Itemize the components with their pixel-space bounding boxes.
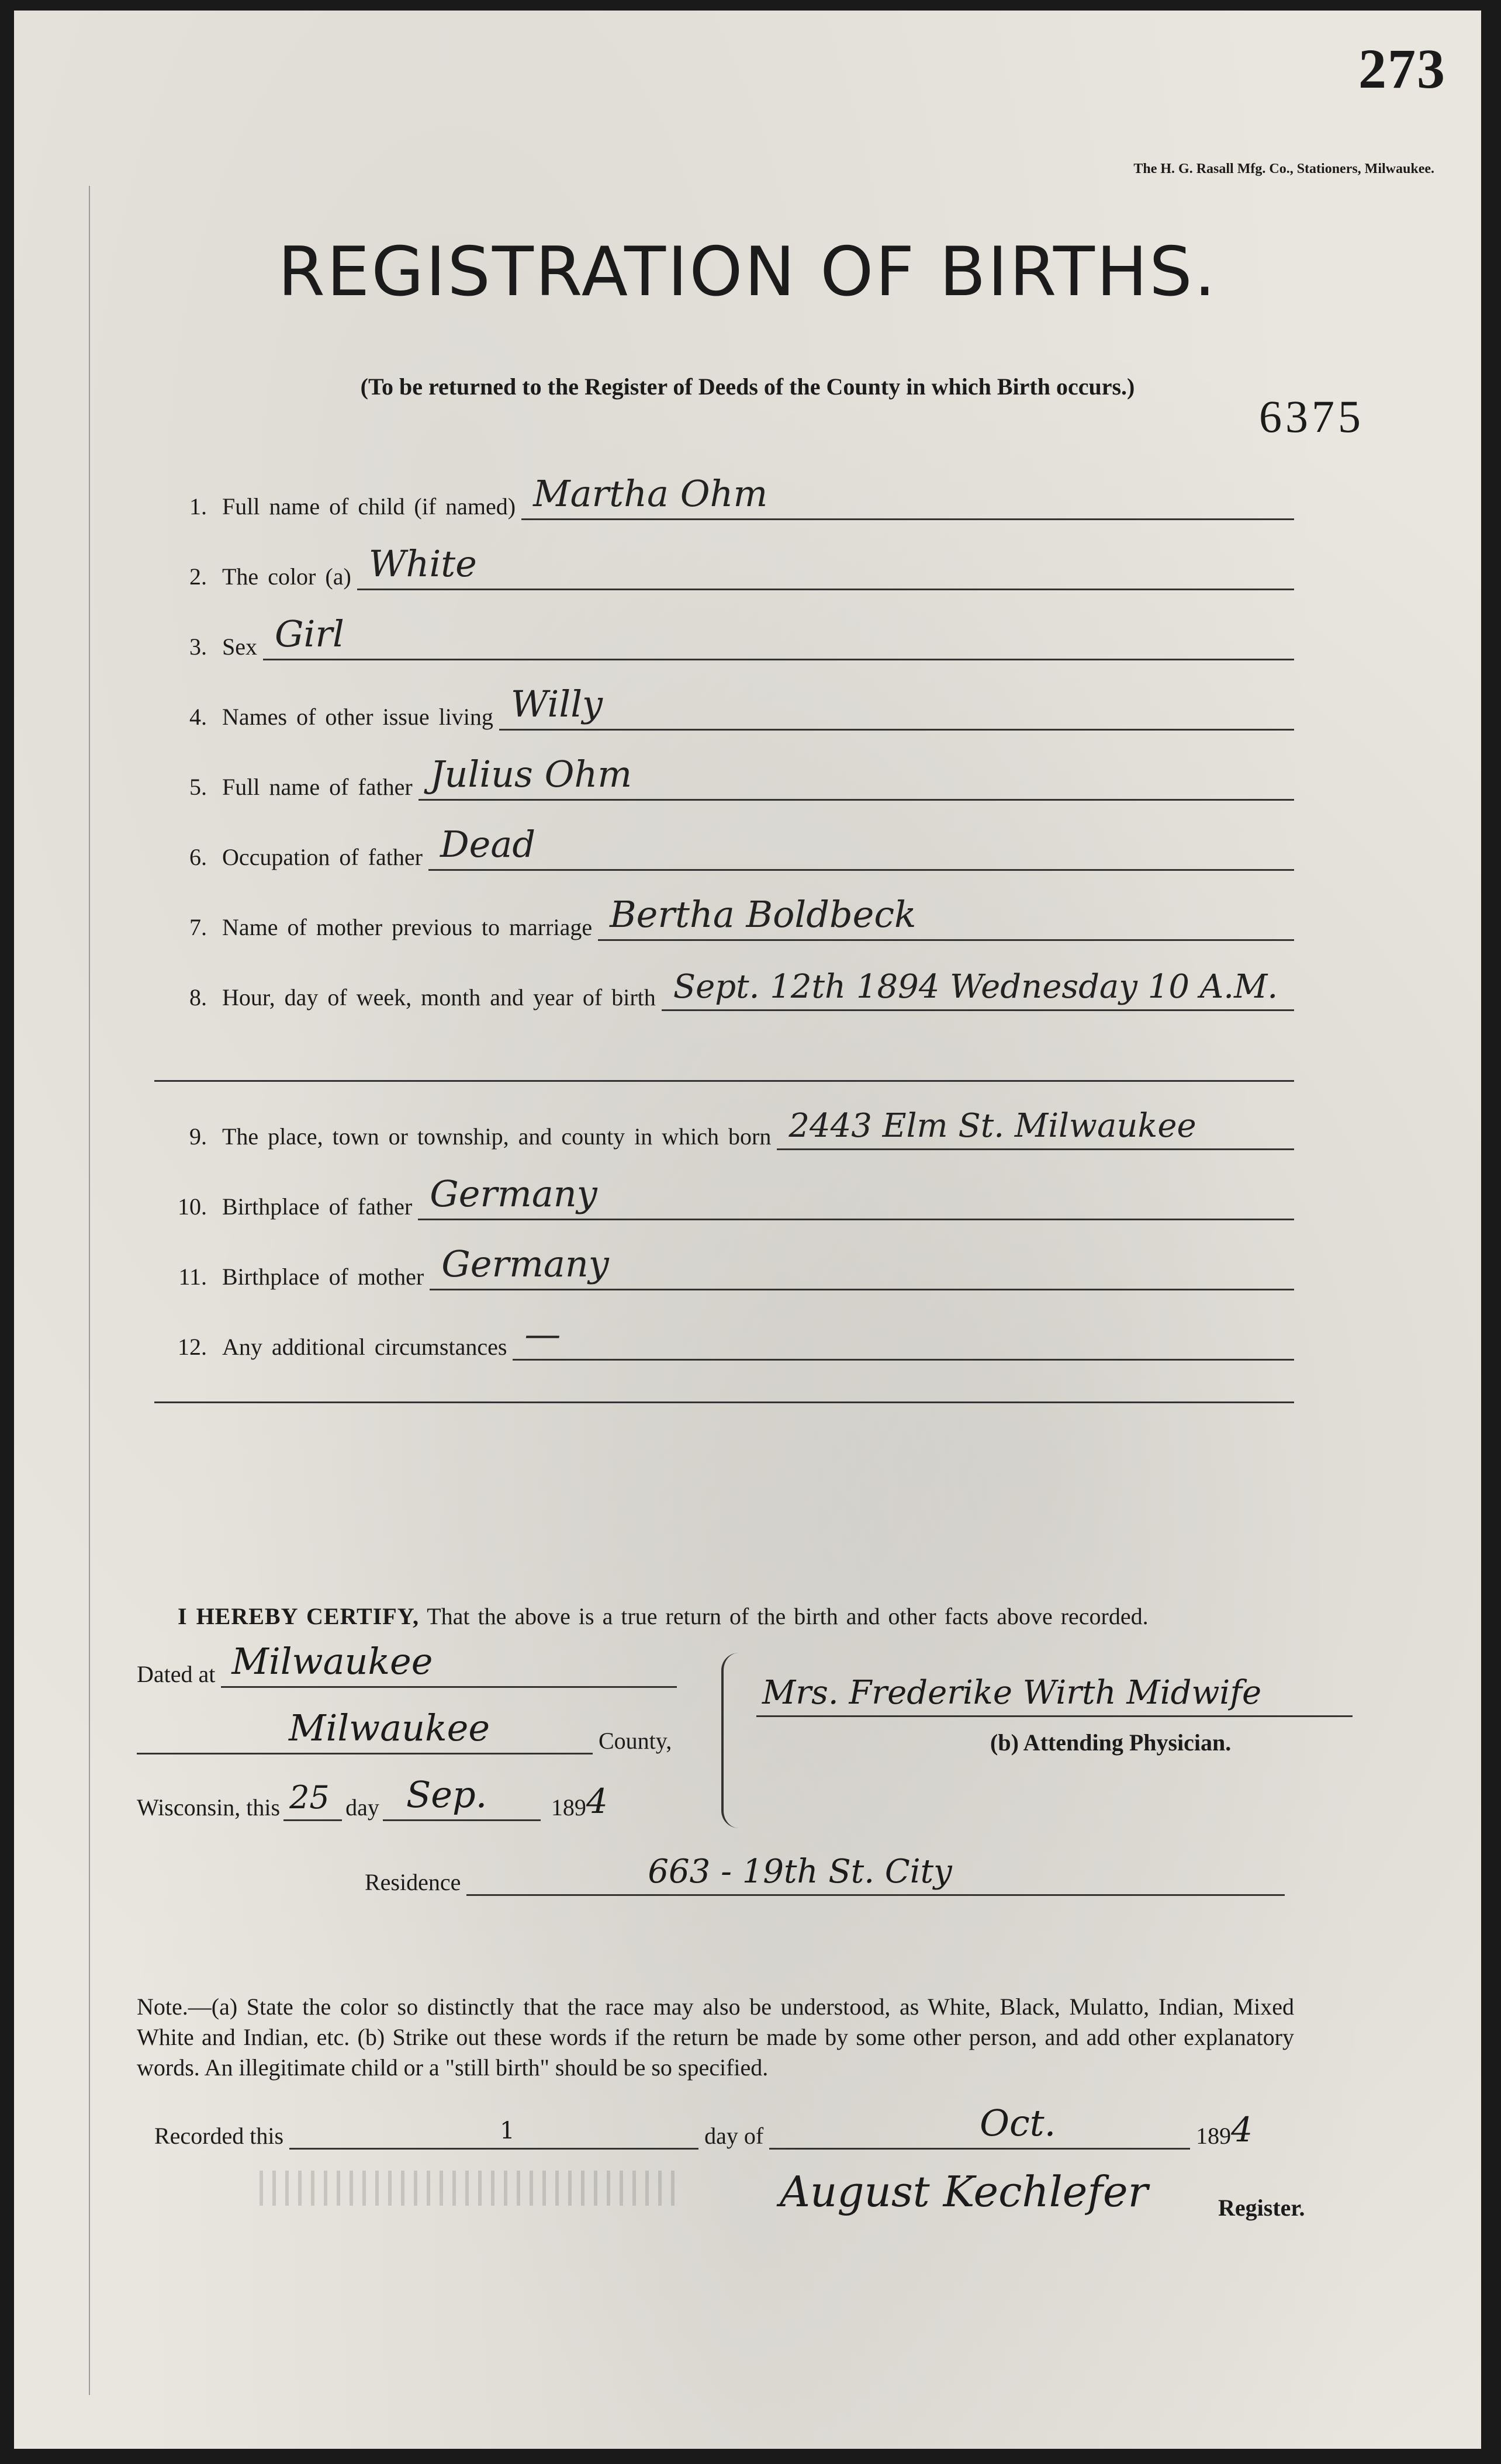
field-value-line <box>430 1243 1294 1290</box>
page-number: 273 <box>1358 37 1446 100</box>
margin-rule <box>89 186 90 2395</box>
father-occupation-value: Dead <box>440 823 536 866</box>
year-suffix: 4 <box>586 1781 608 1821</box>
field-value-line <box>777 1107 1294 1150</box>
field-number: 5. <box>189 774 207 800</box>
mother-birthplace-value: Germany <box>441 1243 609 1285</box>
dated-at-value: Milwaukee <box>231 1640 433 1683</box>
color-value: White <box>368 542 477 585</box>
field-row-mother-birthplace <box>154 1243 1294 1290</box>
field-label: Names of other issue living <box>222 704 493 730</box>
recorded-month-value: Oct. <box>980 2102 1056 2144</box>
other-issue-value: Willy <box>510 683 603 725</box>
field-row-other-issue <box>154 683 1294 731</box>
child-name-value: Martha Ohm <box>533 472 768 515</box>
field-label: Hour, day of week, month and year of birth <box>222 984 656 1010</box>
certify-heading: I HEREBY CERTIFY, <box>178 1603 419 1629</box>
day-label: day <box>345 1794 379 1821</box>
field-row-child-name <box>154 472 1294 520</box>
field-number: 3. <box>189 634 207 660</box>
field-label: Occupation of father <box>222 844 423 870</box>
mother-maiden-name-value: Bertha Boldbeck <box>610 893 916 936</box>
page-subtitle: (To be returned to the Register of Deeds of the County in which Birth occurs.) <box>360 373 1135 400</box>
record-number: 6375 <box>1259 391 1364 442</box>
field-label: Birthplace of father <box>222 1193 413 1220</box>
document-page <box>14 11 1481 2449</box>
recorded-day-of-label: day of <box>704 2123 764 2149</box>
field-row-father-occupation <box>154 823 1294 871</box>
residence-value: 663 - 19th St. City <box>648 1853 952 1891</box>
certify-text: That the above is a true return of the birth and other facts above recorded. <box>427 1603 1149 1629</box>
dated-at-label: Dated at <box>137 1661 216 1687</box>
page-title: REGISTRATION OF BIRTHS. <box>278 233 1218 312</box>
day-line <box>283 1779 342 1821</box>
field-number: 11. <box>178 1264 207 1290</box>
field-number: 4. <box>189 704 207 730</box>
field-row-sex <box>154 612 1294 660</box>
field-value-line <box>499 683 1294 731</box>
day-value: 25 <box>289 1779 330 1816</box>
register-label: Register. <box>1218 2195 1305 2221</box>
county-value: Milwaukee <box>289 1707 490 1749</box>
field-label: Birthplace of mother <box>222 1264 424 1290</box>
bleed-through-smudge <box>260 2171 680 2206</box>
field-value-line <box>513 1313 1294 1361</box>
field-value-line <box>662 968 1294 1011</box>
register-signature: August Kechlefer <box>780 2167 1149 2216</box>
physician-line <box>756 1674 1353 1717</box>
recorded-label: Recorded this <box>154 2123 284 2149</box>
physician-label: (b) Attending Physician. <box>990 1729 1232 1756</box>
field-label: Name of mother previous to marriage <box>222 914 593 940</box>
physician-row <box>756 1674 1353 1717</box>
year-prefix: 189 <box>551 1794 586 1821</box>
sex-value: Girl <box>275 612 344 655</box>
date-row <box>137 1773 608 1821</box>
field-number: 6. <box>189 844 207 870</box>
field-row-color <box>154 542 1294 590</box>
county-row <box>137 1707 672 1754</box>
dated-at-line <box>221 1640 677 1688</box>
field-value-line <box>521 472 1294 520</box>
field-row-birth-time <box>154 968 1294 1011</box>
recorded-row <box>154 2102 1253 2150</box>
footnote: Note.—(a) State the color so distinctly that the race may also be understood, as White, Black, Mulatto, Indian, Mixed White and Indian, etc. (b) Strike out these words if the return be made by some other person, and add other explanatory words. An illegitimate child or a "still birth" should be so specified. <box>137 1994 1294 2081</box>
field-value-line <box>598 893 1294 941</box>
field-label: Full name of child (if named) <box>222 493 516 520</box>
field-value-line <box>419 753 1294 801</box>
residence-line <box>466 1853 1285 1896</box>
field-number: 9. <box>189 1123 207 1150</box>
field-row-birth-place <box>154 1107 1294 1150</box>
dated-at-row <box>137 1640 677 1688</box>
field-number: 2. <box>189 563 207 590</box>
field-value-line <box>357 542 1294 590</box>
bracket <box>721 1653 747 1828</box>
recorded-year-suffix: 4 <box>1231 2110 1253 2150</box>
field-number: 10. <box>178 1193 207 1220</box>
field-value-line <box>418 1172 1294 1220</box>
month-line <box>383 1773 541 1821</box>
field-number: 1. <box>189 493 207 520</box>
field-number: 12. <box>178 1334 207 1360</box>
residence-label: Residence <box>365 1869 461 1895</box>
continuation-line <box>154 1080 1294 1082</box>
field-label: The color (a) <box>222 563 351 590</box>
father-birthplace-value: Germany <box>430 1172 597 1215</box>
physician-value: Mrs. Frederike Wirth Midwife <box>762 1674 1262 1712</box>
continuation-line <box>154 1401 1294 1403</box>
field-row-father-birthplace <box>154 1172 1294 1220</box>
certification-statement <box>178 1603 1149 1630</box>
field-label: The place, town or township, and county in which born <box>222 1123 772 1150</box>
residence-row <box>365 1853 1285 1896</box>
field-number: 8. <box>189 984 207 1010</box>
month-value: Sep. <box>406 1773 487 1816</box>
birth-time-value: Sept. 12th 1894 Wednesday 10 A.M. <box>673 968 1278 1006</box>
field-row-additional <box>154 1313 1294 1361</box>
field-row-mother-maiden-name <box>154 893 1294 941</box>
birth-place-value: 2443 Elm St. Milwaukee <box>788 1107 1196 1145</box>
recorded-day-value: 1 <box>500 2117 515 2144</box>
father-name-value: Julius Ohm <box>430 753 632 795</box>
stationer-imprint: The H. G. Rasall Mfg. Co., Stationers, Milwaukee. <box>1133 161 1434 177</box>
county-label: County, <box>599 1728 672 1754</box>
field-label: Full name of father <box>222 774 413 800</box>
field-label: Sex <box>222 634 257 660</box>
wisconsin-label: Wisconsin, this <box>137 1794 281 1821</box>
field-row-father-name <box>154 753 1294 801</box>
recorded-month-line <box>769 2102 1190 2150</box>
additional-value: — <box>524 1313 561 1355</box>
county-line <box>137 1707 593 1754</box>
field-value-line <box>428 823 1294 871</box>
field-label: Any additional circumstances <box>222 1334 507 1360</box>
field-number: 7. <box>189 914 207 940</box>
recorded-year-prefix: 189 <box>1196 2123 1232 2149</box>
recorded-day-line <box>289 2114 698 2150</box>
field-value-line <box>263 612 1294 660</box>
